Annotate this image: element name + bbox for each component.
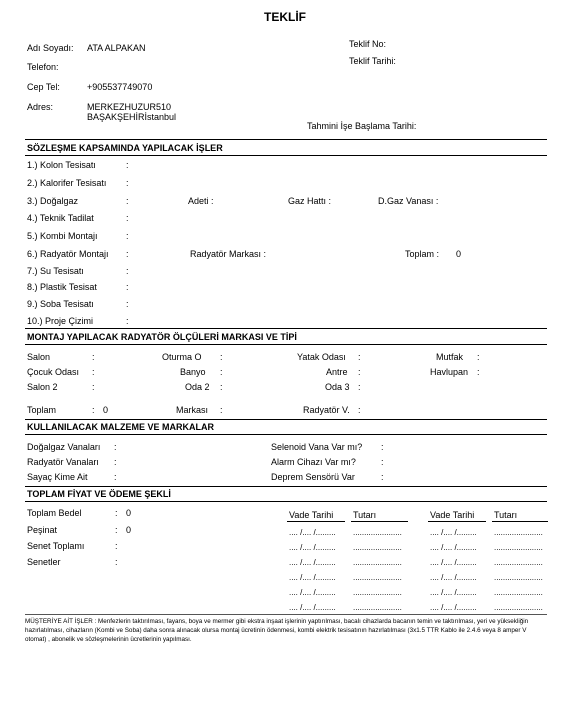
colon: : <box>114 442 117 452</box>
dogalgaz-vanalari-label: Doğalgaz Vanaları <box>27 442 101 452</box>
radyator-vanalari-label: Radyatör Vanaları <box>27 457 99 467</box>
colon: : <box>126 213 129 223</box>
header-underline <box>351 521 408 522</box>
offer-no-label: Teklif No: <box>349 39 387 49</box>
colon: : <box>115 508 118 518</box>
amount-placeholder: ...................... <box>494 603 543 612</box>
due-date-placeholder: .... /.... /......... <box>430 603 477 612</box>
due-date-placeholder: .... /.... /......... <box>430 528 477 537</box>
colon: : <box>92 352 95 362</box>
due-date-placeholder: .... /.... /......... <box>289 543 336 552</box>
amount-placeholder: ...................... <box>353 543 402 552</box>
room-antre: Antre <box>326 367 348 377</box>
selenoid-label: Selenoid Vana Var mı? <box>271 442 363 452</box>
colon: : <box>115 525 118 535</box>
colon: : <box>126 299 129 309</box>
divider <box>25 155 547 156</box>
colon: : <box>92 367 95 377</box>
work-item: 5.) Kombi Montajı <box>27 231 98 241</box>
colon: : <box>115 557 118 567</box>
toplam-bedel-label: Toplam Bedel <box>27 508 82 518</box>
senetler-label: Senetler <box>27 557 61 567</box>
room-oda3: Oda 3 <box>325 382 350 392</box>
divider <box>25 434 547 435</box>
vade-tarihi-header: Vade Tarihi <box>430 510 475 520</box>
divider <box>25 419 547 420</box>
adet-label: Adeti : <box>188 196 214 206</box>
colon: : <box>220 352 223 362</box>
colon: : <box>220 367 223 377</box>
colon: : <box>477 352 480 362</box>
name-label: Adı Soyadı: <box>27 43 74 53</box>
divider <box>25 328 547 329</box>
section-materials-title: KULLANILACAK MALZEME VE MARKALAR <box>27 422 214 432</box>
divider <box>25 344 547 345</box>
amount-placeholder: ...................... <box>494 573 543 582</box>
pesinat-label: Peşinat <box>27 525 58 535</box>
work-item: 8.) Plastik Tesisat <box>27 282 97 292</box>
room-oturma: Oturma O <box>162 352 202 362</box>
colon: : <box>114 457 117 467</box>
amount-placeholder: ...................... <box>494 558 543 567</box>
work-item: 10.) Proje Çizimi <box>27 316 94 326</box>
amount-placeholder: ...................... <box>353 528 402 537</box>
colon: : <box>381 472 384 482</box>
start-date-label: Tahmini İşe Başlama Tarihi: <box>307 121 417 131</box>
senet-toplami-label: Senet Toplamı <box>27 541 85 551</box>
colon: : <box>115 541 118 551</box>
colon: : <box>126 196 129 206</box>
page-title: TEKLİF <box>264 10 306 24</box>
phone-label: Telefon: <box>27 62 59 72</box>
colon: : <box>126 316 129 326</box>
address-label: Adres: <box>27 102 54 112</box>
offer-date-label: Teklif Tarihi: <box>349 56 396 66</box>
section-works-title: SÖZLEŞME KAPSAMINDA YAPILACAK İŞLER <box>27 143 223 153</box>
room-yatak: Yatak Odası <box>297 352 346 362</box>
header-underline <box>492 521 548 522</box>
due-date-placeholder: .... /.... /......... <box>289 603 336 612</box>
work-item: 6.) Radyatör Montajı <box>27 249 109 259</box>
divider <box>25 139 547 140</box>
amount-placeholder: ...................... <box>353 603 402 612</box>
mobile-label: Cep Tel: <box>27 82 60 92</box>
room-salon2: Salon 2 <box>27 382 58 392</box>
pesinat-value: 0 <box>126 525 132 535</box>
amount-placeholder: ...................... <box>494 588 543 597</box>
colon: : <box>92 405 95 415</box>
radiator-toplam-label: Toplam <box>27 405 57 415</box>
toplam-bedel-value: 0 <box>126 508 132 518</box>
colon: : <box>358 405 361 415</box>
due-date-placeholder: .... /.... /......... <box>289 558 336 567</box>
toplam-label: Toplam : <box>405 249 440 259</box>
due-date-placeholder: .... /.... /......... <box>430 588 477 597</box>
mobile-value: +905537749070 <box>87 82 153 92</box>
section-payment-title: TOPLAM FİYAT VE ÖDEME ŞEKLİ <box>27 489 171 499</box>
header-underline <box>287 521 345 522</box>
work-item: 2.) Kalorifer Tesisatı <box>27 178 107 188</box>
colon: : <box>358 382 361 392</box>
colon: : <box>358 367 361 377</box>
deprem-label: Deprem Sensörü Var <box>271 472 355 482</box>
radiator-toplam-value: 0 <box>103 405 109 415</box>
colon: : <box>477 367 480 377</box>
address-line2: BAŞAKŞEHİRİstanbul <box>87 112 177 122</box>
header-underline <box>428 521 486 522</box>
work-item: 4.) Teknik Tadilat <box>27 213 94 223</box>
dgaz-vanasi-label: D.Gaz Vanası : <box>378 196 439 206</box>
alarm-label: Alarm Cihazı Var mı? <box>271 457 356 467</box>
colon: : <box>126 249 129 259</box>
work-item: 9.) Soba Tesisatı <box>27 299 94 309</box>
markasi-label: Markası <box>176 405 209 415</box>
due-date-placeholder: .... /.... /......... <box>430 543 477 552</box>
due-date-placeholder: .... /.... /......... <box>289 528 336 537</box>
amount-placeholder: ...................... <box>494 528 543 537</box>
colon: : <box>126 178 129 188</box>
tutari-header: Tutarı <box>494 510 518 520</box>
colon: : <box>92 382 95 392</box>
work-item: 7.) Su Tesisatı <box>27 266 84 276</box>
name-value: ATA ALPAKAN <box>87 43 146 53</box>
due-date-placeholder: .... /.... /......... <box>289 573 336 582</box>
work-item: 3.) Doğalgaz <box>27 196 79 206</box>
colon: : <box>381 442 384 452</box>
colon: : <box>126 266 129 276</box>
vade-tarihi-header: Vade Tarihi <box>289 510 334 520</box>
divider <box>25 486 547 487</box>
toplam-value: 0 <box>456 249 462 259</box>
radyator-v-label: Radyatör V. <box>303 405 350 415</box>
due-date-placeholder: .... /.... /......... <box>430 558 477 567</box>
room-salon: Salon <box>27 352 51 362</box>
divider <box>25 614 547 615</box>
colon: : <box>220 405 223 415</box>
amount-placeholder: ...................... <box>353 588 402 597</box>
section-radiator-title: MONTAJ YAPILACAK RADYATÖR ÖLÇÜLERİ MARKASI VE TİPİ <box>27 332 297 342</box>
colon: : <box>381 457 384 467</box>
room-mutfak: Mutfak <box>436 352 464 362</box>
gaz-hatti-label: Gaz Hattı : <box>288 196 332 206</box>
amount-placeholder: ...................... <box>353 573 402 582</box>
address-line1: MERKEZHUZUR510 <box>87 102 172 112</box>
work-item: 1.) Kolon Tesisatı <box>27 160 96 170</box>
sayac-label: Sayaç Kime Ait <box>27 472 88 482</box>
colon: : <box>114 472 117 482</box>
tutari-header: Tutarı <box>353 510 377 520</box>
due-date-placeholder: .... /.... /......... <box>289 588 336 597</box>
radyator-markasi-label: Radyatör Markası : <box>190 249 267 259</box>
divider <box>25 501 547 502</box>
colon: : <box>358 352 361 362</box>
amount-placeholder: ...................... <box>494 543 543 552</box>
due-date-placeholder: .... /.... /......... <box>430 573 477 582</box>
amount-placeholder: ...................... <box>353 558 402 567</box>
colon: : <box>126 160 129 170</box>
room-havlupan: Havlupan <box>430 367 469 377</box>
room-oda2: Oda 2 <box>185 382 210 392</box>
colon: : <box>220 382 223 392</box>
footer-customer-duties: MÜŞTERİYE AİT İŞLER : Menfezlerin taktırılması, fayans, boya ve mermer gibi ekstra inşaat işlerinin yaptırılması, bacalı cihazlarda bacanın temin ve taktırılması, yeri ve yüksekliğin hazırlatılması, cihazların (Kombi ve Soba) daha sonra alınacak olursa montaj ücretinin ödenmesi, kombi elektrik tesisatının hazırlatılması (3x1.5 TTR Kablo ile 2.4.6 veya 8 amper V otomat) , abonelik ve sözleşmelerinin ücretlerinin yapılması. <box>25 618 529 643</box>
room-banyo: Banyo <box>180 367 206 377</box>
colon: : <box>126 231 129 241</box>
room-cocuk: Çocuk Odası <box>27 367 80 377</box>
colon: : <box>126 282 129 292</box>
